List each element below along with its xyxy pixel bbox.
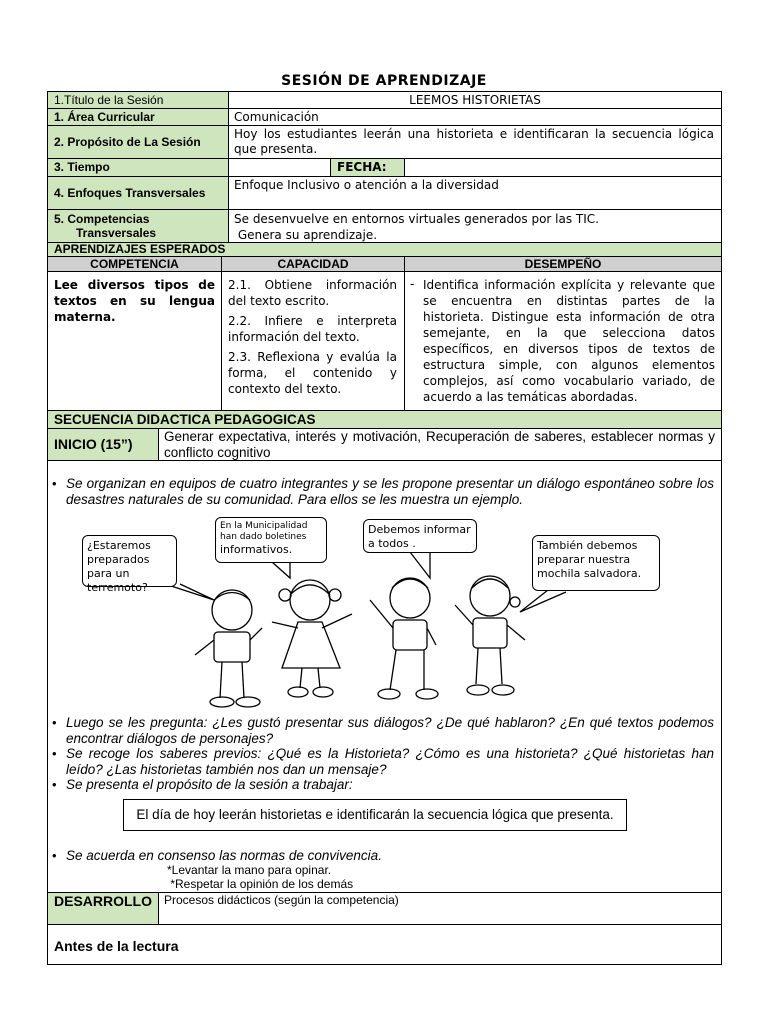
speech-bubble-2-small: En la Municipalidad han dado boletines [220,521,308,542]
grid-v [221,256,222,410]
titulo-value: LEEMOS HISTORIETAS [409,93,541,107]
grid-v [404,158,405,176]
area-value: Comunicación [234,110,319,124]
capacidad-3: 2.3. Reflexiona y evalúa la forma, el contenido y contexto del texto. [228,350,397,396]
desempeno-dash: - [410,277,415,291]
aprendizajes-header: APRENDIZAJES ESPERADOS [48,242,721,256]
grid-h [47,176,722,177]
bullet-5-marker: • [52,848,57,863]
desarrollo-label: DESARROLLO [48,893,158,924]
document-title: SESIÓN DE APRENDIZAJE [281,73,487,89]
grid-h [47,428,722,429]
bullet-4-text: Se presenta el propósito de la sesión a trabajar: [66,777,353,792]
proposito-box: El día de hoy leerán historietas e identificarán la secuencia lógica que presenta. [123,799,627,831]
grid-h [47,410,722,411]
grid-h [47,460,722,461]
capacidad-2: 2.2. Infiere e interpreta información del texto. [228,314,397,344]
bullet-4-marker: • [52,777,57,792]
competencias-value-line2: Genera su aprendizaje. [234,228,378,242]
inicio-value: Generar expectativa, interés y motivación, Recuperación de saberes, establecer normas y conflicto cognitivo [164,429,715,460]
desempeno-text: Identifica información explícita y relevante que se encuentra en distintas partes de la historieta. Distingue esta información de otra semejante, en la que selecciona datos específicos, en diversos tipos de textos de estructura simple, con algunos elementos complejos, así como vocabulario variado, de acuerdo a las temáticas abordadas. [423,278,715,404]
grid-h [47,209,722,210]
bullet-3-text: Se recoge los saberes previos: ¿Qué es la Historieta? ¿Cómo es una historieta? ¿Qué historietas han leído? ¿Las historietas también nos dan un mensaje? [66,746,714,777]
speech-bubble-2-big: informativos. [220,543,293,556]
bullet-2-marker: • [52,715,57,730]
desempeno-col-header: DESEMPEÑO [405,257,721,271]
competencias-label-line1: 5. Competencias [54,212,150,226]
capacidad-col-header: CAPACIDAD [222,257,404,271]
grid-h [47,108,722,109]
grid-v [158,428,159,460]
grid-h [47,158,722,159]
grid-h [47,892,722,893]
speech-bubble-4: También debemos preparar nuestra mochila salvadora. [532,535,660,591]
desarrollo-value: Procesos didácticos (según la competencia) [164,893,399,907]
bullet-2-text: Luego se les pregunta: ¿Les gustó presentar sus diálogos? ¿De qué hablaron? ¿En qué textos podemos encontrar diálogos de personajes? [66,715,714,746]
grid-h [47,924,722,925]
enfoques-label: 4. Enfoques Transversales [48,177,228,209]
bullet-5-text: Se acuerda en consenso las normas de convivencia. [66,848,382,863]
grid-h [47,125,722,126]
grid-v [404,256,405,410]
area-label: 1. Área Curricular [48,109,228,125]
grid-h [47,256,722,257]
speech-bubble-3: Debemos informar a todos . [363,519,477,553]
speech-bubble-2 [215,517,327,563]
bullet-1-marker: • [52,476,57,491]
titulo-label: 1.Título de la Sesión [48,92,228,108]
grid-v [330,158,331,176]
norma-2: *Respetar la opinión de los demás [167,877,354,891]
competencias-label-line2: Transversales [76,226,157,240]
fecha-label: FECHA: [331,159,404,176]
competencias-value-line1: Se desenvuelve en entornos virtuales generados por las TIC. [234,212,599,226]
secuencia-header: SECUENCIA DIDACTICA PEDAGOGICAS [48,411,721,428]
grid-h [47,271,722,272]
competencia-col-header: COMPETENCIA [48,257,221,271]
bullet-1-text: Se organizan en equipos de cuatro integrantes y se les propone presentar un diálogo espontáneo sobre los desastres naturales de su comunidad. Para ellos se les muestra un ejemplo. [66,476,714,507]
grid-v [228,91,229,242]
enfoques-value: Enfoque Inclusivo o atención a la diversidad [234,178,499,192]
speech-bubble-1: ¿Estaremos preparados para un terremoto? [82,535,177,587]
grid-h [47,242,722,243]
norma-1: *Levantar la mano para opinar. [167,863,332,877]
tiempo-label: 3. Tiempo [48,159,228,176]
antes-lectura: Antes de la lectura [54,938,179,954]
bullet-3-marker: • [52,746,57,761]
proposito-value: Hoy los estudiantes leerán una historieta e identificaran la secuencia lógica que presenta. [234,127,714,156]
capacidad-1: 2.1. Obtiene información del texto escrito. [228,278,397,308]
competencia-text: Lee diversos tipos de textos en su lengua materna. [54,278,215,324]
inicio-label: INICIO (15”) [48,429,158,460]
grid-v [158,892,159,924]
proposito-label: 2. Propósito de La Sesión [48,126,228,158]
